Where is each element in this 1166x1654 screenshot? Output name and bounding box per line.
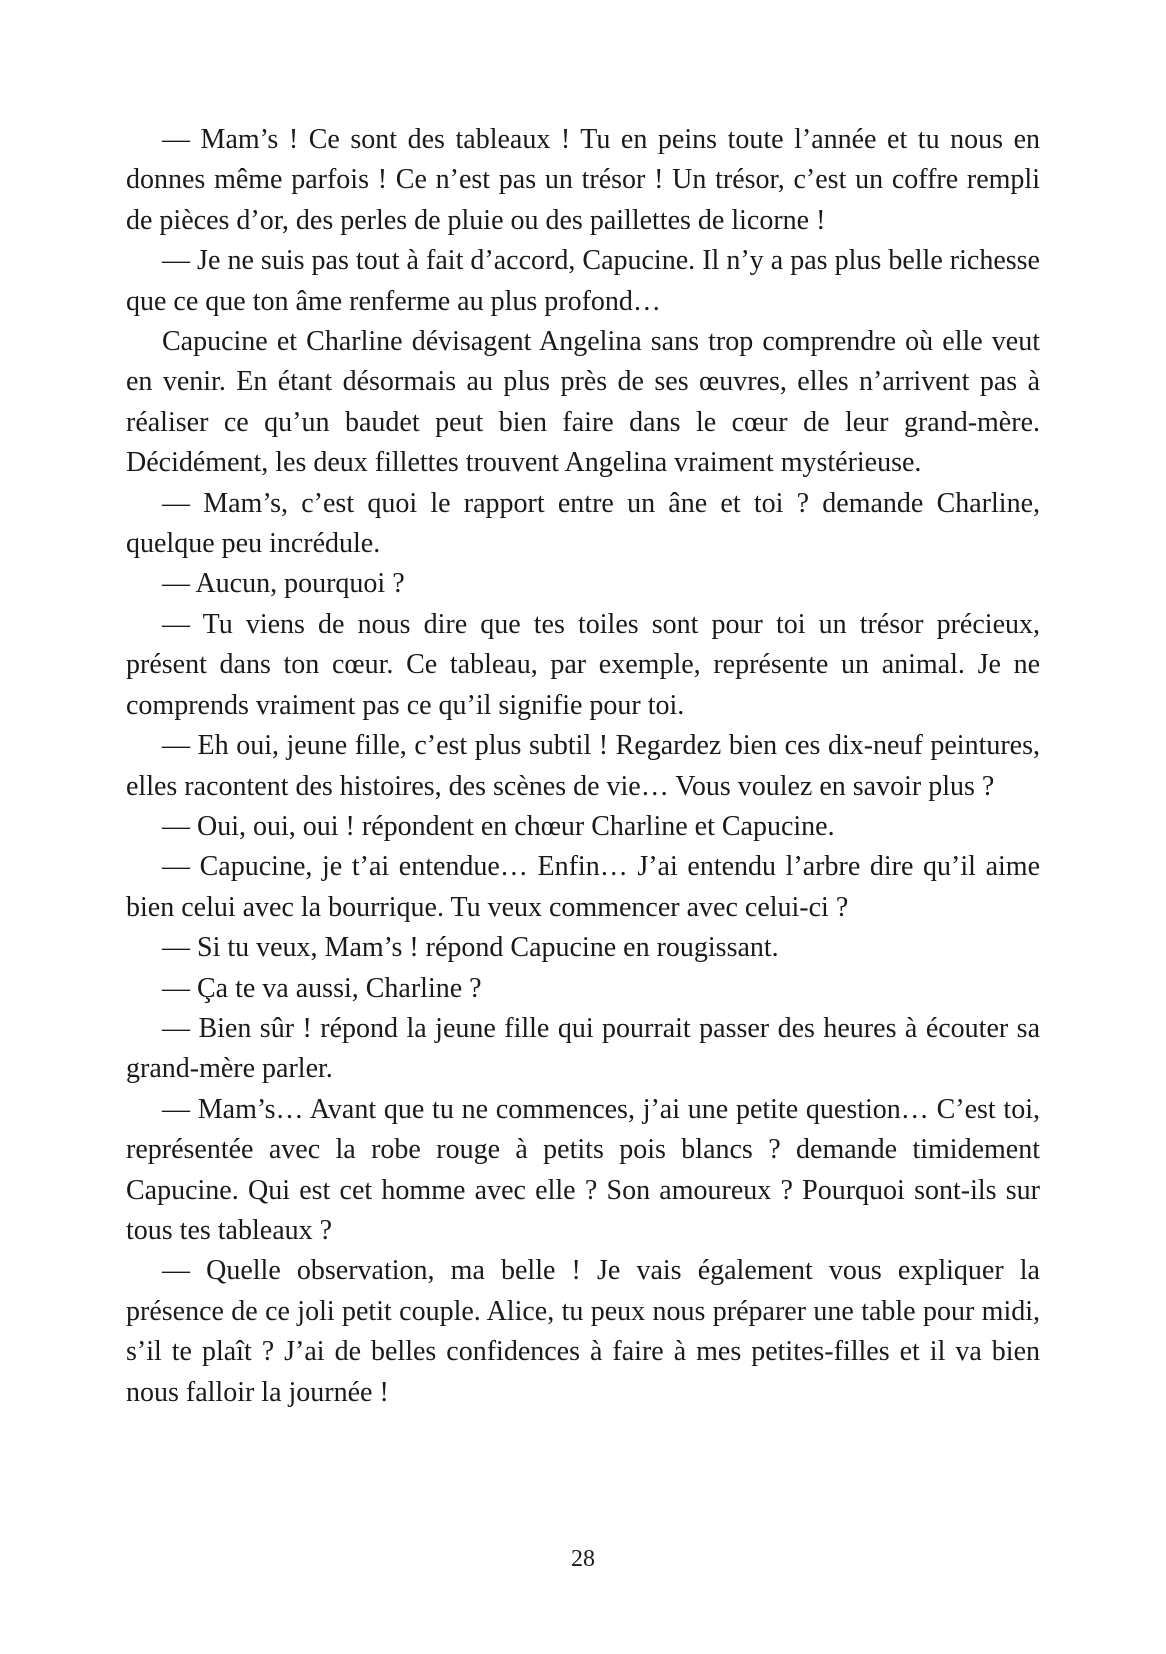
paragraph: — Mam’s… Avant que tu ne commences, j’ai une petite question… C’est toi, représentée avec la robe rouge à petits pois blancs ? demande timidement Capucine. Qui est cet homme avec elle ? Son amoureux ? Pourquoi sont-ils sur tous tes tableaux ?	[126, 1093, 1040, 1246]
paragraph: — Mam’s, c’est quoi le rapport entre un âne et toi ? demande Charline, quelque peu incrédule.	[126, 487, 1040, 560]
paragraph: — Oui, oui, oui ! répondent en chœur Charline et Capucine.	[162, 810, 835, 842]
paragraph: — Si tu veux, Mam’s ! répond Capucine en rougissant.	[162, 932, 779, 964]
page-number: 28	[571, 1546, 595, 1572]
paragraph: — Mam’s ! Ce sont des tableaux ! Tu en peins toute l’année et tu nous en donnes même parfois ! Ce n’est pas un trésor ! Un trésor, c’est un coffre rempli de pièces d’or, des perles de pluie ou des paillettes de licorne !	[126, 124, 1040, 236]
paragraph: — Tu viens de nous dire que tes toiles sont pour toi un trésor précieux, présent dans ton cœur. Ce tableau, par exemple, représente un animal. Je ne comprends vraiment pas ce qu’il signifie pour toi.	[126, 608, 1040, 721]
paragraph: — Capucine, je t’ai entendue… Enfin… J’ai entendu l’arbre dire qu’il aime bien celui avec la bourrique. Tu veux commencer avec celui-ci ?	[126, 851, 1040, 923]
paragraph: — Quelle observation, ma belle ! Je vais également vous expliquer la présence de ce joli petit couple. Alice, tu peux nous préparer une table pour midi, s’il te plaît ? J’ai de belles confidences à faire à mes petites-filles et il va bien nous falloir la journée !	[126, 1255, 1040, 1408]
paragraph: — Eh oui, jeune fille, c’est plus subtil ! Regardez bien ces dix-neuf peintures, elles racontent des histoires, des scènes de vie… Vous voulez en savoir plus ?	[126, 730, 1040, 802]
paragraph: — Je ne suis pas tout à fait d’accord, Capucine. Il n’y a pas plus belle richesse que ce que ton âme renferme au plus profond…	[126, 245, 1040, 317]
page-body	[126, 120, 1040, 1413]
paragraph: — Bien sûr ! répond la jeune fille qui pourrait passer des heures à écouter sa grand-mère parler.	[126, 1012, 1040, 1085]
paragraph: — Ça te va aussi, Charline ?	[162, 972, 482, 1004]
paragraph: — Aucun, pourquoi ?	[162, 568, 405, 600]
paragraph: Capucine et Charline dévisagent Angelina sans trop comprendre où elle veut en venir. En étant désormais au plus près de ses œuvres, elles n’arrivent pas à réaliser ce qu’un baudet peut bien faire dans le cœur de leur grand-mère. Décidément, les deux fillettes trouvent Angelina vraiment mystérieuse.	[126, 326, 1040, 479]
